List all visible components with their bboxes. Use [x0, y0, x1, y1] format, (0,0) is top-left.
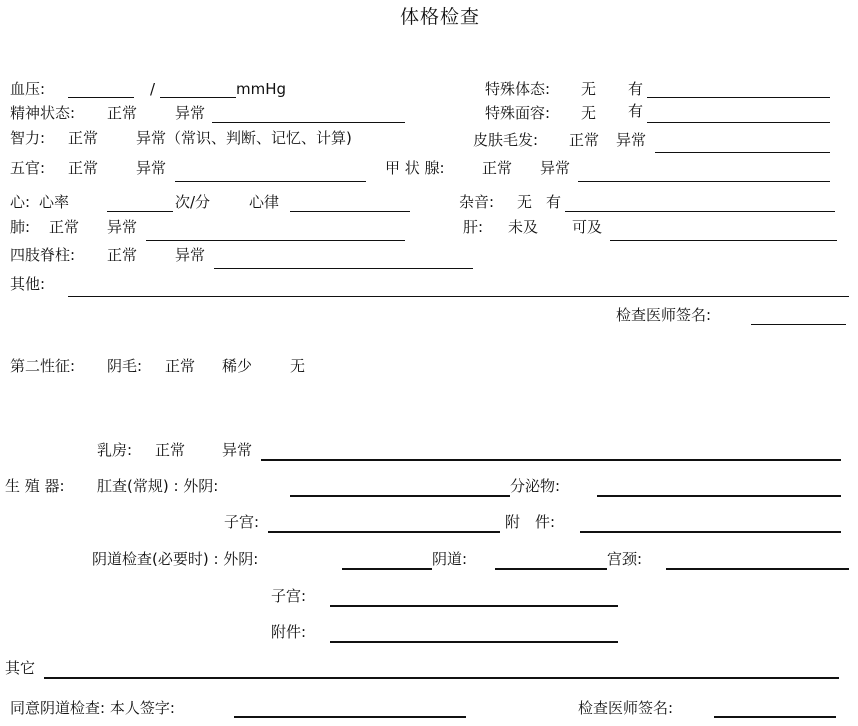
- adnexa-field[interactable]: [580, 531, 841, 533]
- special-posture-field[interactable]: [647, 97, 830, 98]
- special-face-field[interactable]: [647, 122, 830, 123]
- facial-normal[interactable]: 正常: [68, 159, 99, 177]
- thyroid-field[interactable]: [578, 181, 830, 182]
- heart-rate-field[interactable]: [107, 211, 173, 212]
- uterus2-field[interactable]: [330, 605, 618, 607]
- pubic-hair-label: 阴毛:: [107, 357, 143, 375]
- special-face-none[interactable]: 无: [581, 104, 597, 122]
- murmur-none[interactable]: 无: [517, 193, 533, 211]
- heart-rhythm-field[interactable]: [290, 211, 410, 212]
- mental-field[interactable]: [212, 122, 405, 123]
- skin-abnormal[interactable]: 异常: [616, 131, 647, 149]
- liver-not-palpable[interactable]: 未及: [508, 218, 539, 236]
- consent-sign-field[interactable]: [234, 716, 466, 718]
- vagina-field[interactable]: [495, 568, 607, 570]
- pubic-hair-none[interactable]: 无: [290, 357, 306, 375]
- anal-vulva-field[interactable]: [290, 495, 510, 497]
- thyroid-abnormal[interactable]: 异常: [540, 159, 571, 177]
- uterus-field[interactable]: [268, 531, 500, 533]
- breast-label: 乳房:: [97, 441, 133, 459]
- mental-label: 精神状态:: [10, 104, 76, 122]
- breast-abnormal[interactable]: 异常: [222, 441, 253, 459]
- special-face-yes[interactable]: 有: [628, 102, 644, 120]
- liver-label: 肝:: [463, 218, 484, 236]
- heart-label: 心:: [10, 193, 31, 211]
- vaginal-exam-vulva-label: 阴道检查(必要时) : 外阴:: [92, 550, 259, 568]
- murmur-field[interactable]: [565, 211, 835, 212]
- intellect-abnormal[interactable]: 异常（常识、判断、记忆、计算): [136, 129, 352, 147]
- skin-normal[interactable]: 正常: [569, 131, 600, 149]
- vagina-label: 阴道:: [432, 550, 468, 568]
- anal-exam-vulva-label: 肛查(常规) : 外阴:: [97, 477, 219, 495]
- facial-abnormal[interactable]: 异常: [136, 159, 167, 177]
- lung-label: 肺:: [10, 218, 31, 236]
- other2-field[interactable]: [44, 677, 839, 679]
- mental-abnormal[interactable]: 异常: [175, 104, 206, 122]
- bp-slash: /: [150, 80, 156, 98]
- genital-label: 生 殖 器:: [5, 477, 65, 495]
- intellect-normal[interactable]: 正常: [68, 129, 99, 147]
- limbs-field[interactable]: [214, 268, 473, 269]
- special-posture-label: 特殊体态:: [485, 80, 551, 98]
- doctor-sign-label-1: 检查医师签名:: [616, 306, 712, 324]
- bp-unit: mmHg: [236, 80, 287, 98]
- limbs-label: 四肢脊柱:: [10, 246, 76, 264]
- liver-palpable[interactable]: 可及: [572, 218, 603, 236]
- adnexa2-label: 附件:: [271, 623, 307, 641]
- heart-rate-label: 心率: [39, 193, 70, 211]
- special-face-label: 特殊面容:: [485, 104, 551, 122]
- other-field[interactable]: [68, 296, 849, 297]
- doctor-sign-field-2[interactable]: [714, 716, 836, 718]
- intellect-label: 智力:: [10, 129, 46, 147]
- cervix-field[interactable]: [666, 568, 849, 570]
- mental-normal[interactable]: 正常: [107, 104, 138, 122]
- other-label: 其他:: [10, 275, 46, 293]
- breast-normal[interactable]: 正常: [155, 441, 186, 459]
- facial-field[interactable]: [175, 181, 366, 182]
- skin-field[interactable]: [655, 152, 830, 153]
- special-posture-none[interactable]: 无: [581, 80, 597, 98]
- doctor-sign-field-1[interactable]: [751, 324, 846, 325]
- doctor-sign-label-2: 检查医师签名:: [578, 699, 674, 717]
- breast-field[interactable]: [261, 459, 841, 461]
- lung-field[interactable]: [146, 240, 405, 241]
- pubic-hair-normal[interactable]: 正常: [165, 357, 196, 375]
- adnexa2-field[interactable]: [330, 641, 618, 643]
- special-posture-yes[interactable]: 有: [628, 80, 644, 98]
- uterus-label: 子宫:: [224, 513, 260, 531]
- heart-rate-unit: 次/分: [175, 193, 211, 211]
- bp-diastolic-field[interactable]: [160, 97, 236, 98]
- limbs-abnormal[interactable]: 异常: [175, 246, 206, 264]
- heart-rhythm-label: 心律: [249, 193, 280, 211]
- murmur-label: 杂音:: [459, 193, 495, 211]
- liver-field[interactable]: [610, 240, 837, 241]
- secretion-field[interactable]: [597, 495, 841, 497]
- uterus2-label: 子宫:: [271, 587, 307, 605]
- bp-systolic-field[interactable]: [68, 97, 134, 98]
- skin-label: 皮肤毛发:: [473, 131, 539, 149]
- thyroid-normal[interactable]: 正常: [482, 159, 513, 177]
- secondary-label: 第二性征:: [10, 357, 76, 375]
- other2-label: 其它: [5, 659, 36, 677]
- pubic-hair-sparse[interactable]: 稀少: [222, 357, 253, 375]
- vaginal-vulva-field[interactable]: [342, 568, 432, 570]
- adnexa-label: 附 件:: [505, 513, 556, 531]
- lung-abnormal[interactable]: 异常: [107, 218, 138, 236]
- limbs-normal[interactable]: 正常: [107, 246, 138, 264]
- bp-label: 血压:: [10, 80, 46, 98]
- thyroid-label: 甲 状 腺:: [385, 159, 445, 177]
- lung-normal[interactable]: 正常: [49, 218, 80, 236]
- facial-label: 五官:: [10, 159, 46, 177]
- murmur-yes[interactable]: 有: [546, 193, 562, 211]
- secretion-label: 分泌物:: [510, 477, 561, 495]
- page-title: 体格检查: [400, 6, 481, 28]
- cervix-label: 宫颈:: [607, 550, 643, 568]
- consent-label: 同意阴道检查: 本人签字:: [10, 699, 175, 717]
